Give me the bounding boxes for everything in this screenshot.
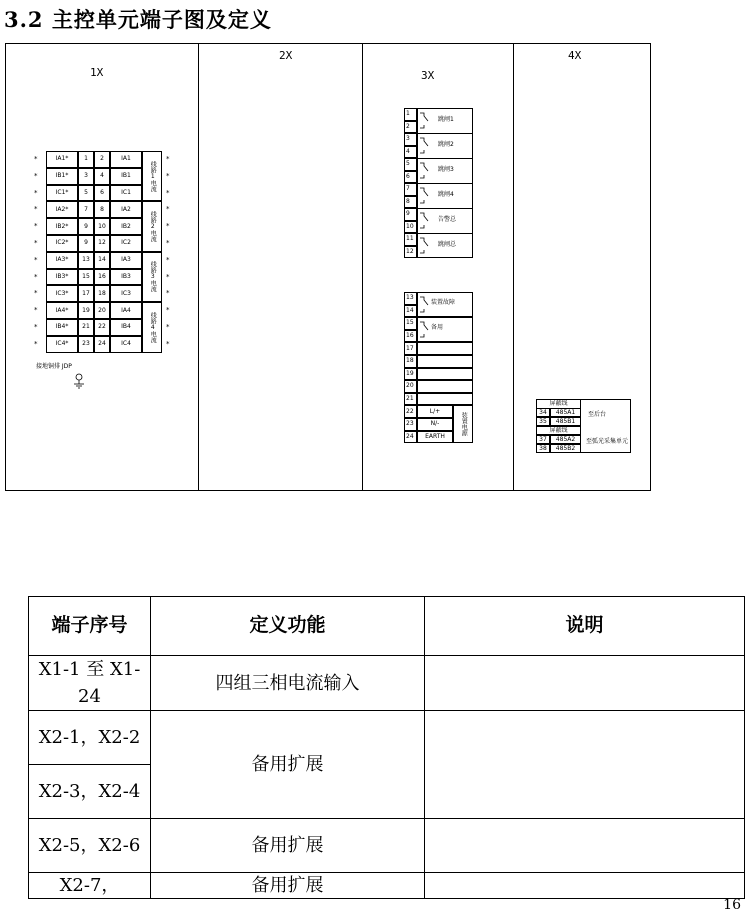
table-cell-terminal: X2-1，X2-2	[29, 711, 151, 765]
terminal-number: 5	[78, 185, 94, 202]
rs485-signal: 485B2	[550, 444, 581, 453]
star-marker: *	[34, 289, 38, 298]
terminal-number: 2	[94, 151, 110, 168]
terminal-number: 11	[404, 233, 417, 246]
terminal-number: 5	[404, 158, 417, 171]
section-title: 3.2 主控单元端子图及定义	[4, 7, 272, 32]
terminal-number: 21	[404, 393, 417, 406]
line-current-group-label	[142, 201, 162, 251]
terminal-number: 17	[404, 342, 417, 355]
terminal-diagram	[5, 43, 651, 491]
relay-contact-icon	[418, 133, 430, 158]
terminal-number: 18	[94, 285, 110, 302]
column-divider	[513, 44, 514, 490]
ground-bar-label: 接地铜排 JDP	[36, 363, 72, 370]
terminal-number: 13	[78, 252, 94, 269]
star-marker: *	[34, 272, 38, 281]
star-marker: *	[166, 222, 170, 231]
header-function: 定义功能	[151, 597, 425, 656]
empty-cell	[417, 368, 473, 381]
terminal-number: 10	[404, 221, 417, 234]
star-marker: *	[34, 155, 38, 163]
column-title-3x: 3X	[421, 69, 435, 82]
signal-label: IA1	[110, 151, 142, 168]
terminal-number: 6	[404, 171, 417, 184]
terminal-number: 6	[94, 185, 110, 202]
signal-label: IA2	[110, 201, 142, 218]
relay-label: 跳闸3	[438, 166, 454, 173]
rs485-signal: 485A1	[550, 408, 581, 417]
terminal-number: 17	[78, 285, 94, 302]
terminal-number: 8	[94, 201, 110, 218]
relay-contact-icon	[418, 183, 430, 208]
power-signal: N/-	[417, 418, 453, 431]
terminal-number: 19	[404, 368, 417, 381]
terminal-number: 38	[536, 444, 550, 453]
terminal-number: 21	[78, 319, 94, 336]
rs485-signal: 485B1	[550, 417, 581, 426]
terminal-number: 9	[404, 208, 417, 221]
relay-label: 跳闸2	[438, 141, 454, 148]
group-label-text: 线路3电流	[149, 261, 157, 293]
star-marker: *	[166, 289, 170, 298]
column-title-2x: 2X	[279, 49, 293, 62]
signal-label: IB4*	[46, 319, 78, 336]
spare-label: 备用	[431, 324, 444, 332]
terminal-number: 2	[404, 121, 417, 134]
rs485-signal: 485A2	[550, 435, 581, 444]
column-divider	[362, 44, 363, 490]
table-cell-note	[425, 656, 745, 711]
empty-cell	[417, 380, 473, 393]
star-marker: *	[34, 339, 38, 348]
star-marker: *	[166, 339, 170, 348]
table-cell-terminal: X2-3，X2-4	[29, 765, 151, 819]
table-cell-terminal: X2-5，X2-6	[29, 819, 151, 873]
terminal-number: 24	[94, 336, 110, 353]
signal-label: IC2*	[46, 235, 78, 252]
terminal-number: 15	[404, 317, 417, 330]
signal-label: IB1	[110, 168, 142, 185]
signal-label: IB3	[110, 269, 142, 286]
star-marker: *	[166, 323, 170, 331]
power-signal: L/+	[417, 405, 453, 418]
star-marker: *	[34, 171, 38, 180]
signal-label: IB2	[110, 218, 142, 235]
terminal-number: 34	[536, 408, 550, 417]
terminal-number: 1	[404, 108, 417, 121]
relay-contact-icon	[418, 317, 430, 342]
line-current-group-label	[142, 302, 162, 352]
relay-label: 告警总	[438, 216, 457, 223]
signal-label: IC3	[110, 285, 142, 302]
terminal-number: 12	[94, 235, 110, 252]
star-marker: *	[166, 255, 170, 264]
star-marker: *	[166, 155, 170, 163]
terminal-number: 37	[536, 435, 550, 444]
terminal-number: 4	[404, 146, 417, 159]
terminal-number: 3	[78, 168, 94, 185]
ground-icon	[72, 373, 86, 389]
shield-label: 屏蔽线	[536, 399, 581, 408]
terminal-number: 18	[404, 355, 417, 368]
empty-cell	[417, 355, 473, 368]
terminal-number: 1	[78, 151, 94, 168]
group-label-text: 线路1电流	[149, 160, 157, 192]
signal-label: IC4	[110, 336, 142, 353]
terminal-number: 24	[404, 431, 417, 444]
star-marker: *	[166, 239, 170, 247]
table-cell-terminal: X2-7，	[29, 873, 151, 899]
star-marker: *	[34, 239, 38, 247]
terminal-number: 10	[94, 218, 110, 235]
table-cell-note	[425, 711, 745, 819]
relay-contact-icon	[418, 158, 430, 183]
star-marker: *	[34, 323, 38, 331]
table-cell-function: 备用扩展	[151, 873, 425, 899]
signal-label: IA3*	[46, 252, 78, 269]
terminal-number: 7	[78, 201, 94, 218]
line-current-group-label	[142, 252, 162, 302]
signal-label: IC1*	[46, 185, 78, 202]
header-description: 说明	[425, 597, 745, 656]
terminal-number: 23	[78, 336, 94, 353]
signal-label: IB1*	[46, 168, 78, 185]
terminal-number: 14	[94, 252, 110, 269]
comm-target-label: 至后台	[588, 411, 607, 418]
star-marker: *	[34, 205, 38, 214]
device-fault-label: 装置故障	[431, 299, 456, 306]
line-current-group-label	[142, 151, 162, 201]
signal-label: IA4	[110, 302, 142, 319]
terminal-number: 12	[404, 246, 417, 259]
signal-label: IC1	[110, 185, 142, 202]
terminal-number: 20	[94, 302, 110, 319]
relay-contact-icon	[418, 208, 430, 233]
signal-label: IB2*	[46, 218, 78, 235]
terminal-number: 7	[404, 183, 417, 196]
table-cell-terminal: X1-1 至 X1-24	[29, 656, 151, 711]
terminal-number: 20	[404, 380, 417, 393]
signal-label: IB3*	[46, 269, 78, 286]
table-cell-function: 备用扩展	[151, 819, 425, 873]
terminal-number: 9	[78, 218, 94, 235]
signal-label: IC3*	[46, 285, 78, 302]
comm-target-label: 至弧光采集单元	[586, 438, 629, 445]
relay-label: 跳闸总	[438, 241, 457, 248]
terminal-number: 14	[404, 305, 417, 318]
terminal-definition-table	[28, 596, 745, 899]
star-marker: *	[166, 171, 170, 180]
terminal-number: 9	[78, 235, 94, 252]
relay-contact-icon	[418, 108, 430, 133]
power-signal: EARTH	[417, 431, 453, 444]
power-label-text: 装置电源	[460, 412, 468, 437]
relay-contact-icon	[418, 292, 430, 317]
terminal-number: 13	[404, 292, 417, 305]
relay-label: 跳闸1	[438, 116, 454, 123]
signal-label: IA3	[110, 252, 142, 269]
signal-label: IA4*	[46, 302, 78, 319]
star-marker: *	[34, 188, 38, 197]
column-divider	[198, 44, 199, 490]
star-marker: *	[166, 205, 170, 214]
terminal-number: 23	[404, 418, 417, 431]
signal-label: IB4	[110, 319, 142, 336]
page-number: 16	[723, 897, 741, 913]
terminal-number: 16	[404, 330, 417, 343]
signal-label: IC2	[110, 235, 142, 252]
star-marker: *	[166, 306, 170, 315]
star-marker: *	[34, 255, 38, 264]
terminal-number: 4	[94, 168, 110, 185]
column-title-1x: 1X	[90, 66, 104, 79]
terminal-number: 3	[404, 133, 417, 146]
power-label	[453, 405, 473, 443]
table-cell-note	[425, 873, 745, 899]
header-terminal-number: 端子序号	[29, 597, 151, 656]
terminal-number: 35	[536, 417, 550, 426]
signal-label: IA1*	[46, 151, 78, 168]
terminal-number: 16	[94, 269, 110, 286]
star-marker: *	[166, 188, 170, 197]
relay-contact-icon	[418, 233, 430, 258]
table-cell-note	[425, 819, 745, 873]
star-marker: *	[166, 272, 170, 281]
relay-label: 跳闸4	[438, 191, 454, 198]
empty-cell	[417, 393, 473, 406]
column-title-4x: 4X	[568, 49, 582, 62]
terminal-number: 15	[78, 269, 94, 286]
terminal-number: 19	[78, 302, 94, 319]
terminal-number: 8	[404, 196, 417, 209]
terminal-number: 22	[94, 319, 110, 336]
group-label-text: 线路4电流	[149, 311, 157, 343]
star-marker: *	[34, 306, 38, 315]
star-marker: *	[34, 222, 38, 231]
table-cell-function: 备用扩展	[151, 711, 425, 819]
empty-cell	[417, 342, 473, 355]
signal-label: IC4*	[46, 336, 78, 353]
signal-label: IA2*	[46, 201, 78, 218]
group-label-text: 线路2电流	[149, 211, 157, 243]
table-cell-function: 四组三相电流输入	[151, 656, 425, 711]
shield-label: 屏蔽线	[536, 426, 581, 435]
terminal-number: 22	[404, 405, 417, 418]
